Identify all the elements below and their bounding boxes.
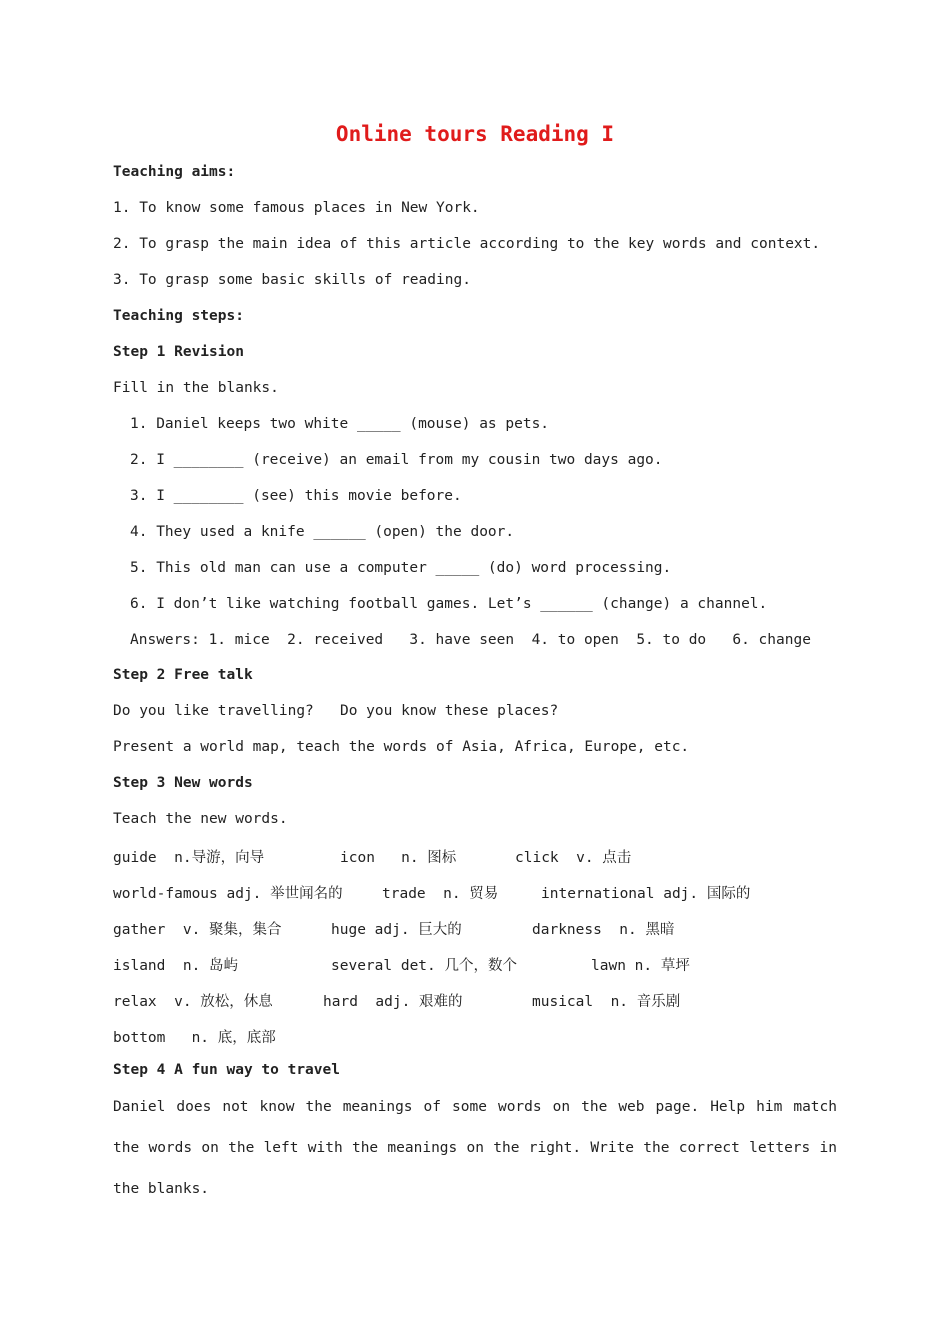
step4-paragraph: Daniel does not know the meanings of some words on the web page. Help him match the words on the left with the meanings on the right. Write the correct letters in the blanks. bbox=[113, 1099, 837, 1197]
step1-instruction: Fill in the blanks. bbox=[113, 380, 279, 396]
step2-line: Present a world map, teach the words of Asia, Africa, Europe, etc. bbox=[113, 739, 690, 755]
blank-item: 1. Daniel keeps two white _____ (mouse) as pets. bbox=[130, 416, 550, 432]
vocab-entry: darkness n. 黑暗 bbox=[532, 922, 675, 938]
blank-item: 3. I ________ (see) this movie before. bbox=[130, 488, 462, 504]
step2-heading: Step 2 Free talk bbox=[113, 667, 253, 683]
vocab-entry: gather v. 聚集，集合 bbox=[113, 922, 282, 938]
vocab-entry: relax v. 放松，休息 bbox=[113, 994, 273, 1010]
vocab-entry: bottom n. 底，底部 bbox=[113, 1030, 276, 1046]
aims-heading: Teaching aims: bbox=[113, 164, 236, 180]
vocab-entry: click v. 点击 bbox=[515, 850, 632, 866]
vocab-entry: trade n. 贸易 bbox=[382, 886, 499, 902]
step4-heading: Step 4 A fun way to travel bbox=[113, 1062, 340, 1078]
vocab-entry: world-famous adj. 举世闻名的 bbox=[113, 886, 343, 902]
vocab-entry: several det. 几个，数个 bbox=[331, 958, 517, 974]
vocab-entry: guide n.导游，向导 bbox=[113, 850, 265, 866]
answers-line: Answers: 1. mice 2. received 3. have seen 4. to open 5. to do 6. change bbox=[130, 632, 811, 648]
vocab-entry: international adj. 国际的 bbox=[541, 886, 751, 902]
step2-line: Do you like travelling? Do you know these places? bbox=[113, 703, 559, 719]
step1-heading: Step 1 Revision bbox=[113, 344, 244, 360]
blank-item: 4. They used a knife ______ (open) the door. bbox=[130, 524, 515, 540]
aim-item: 1. To know some famous places in New York. bbox=[113, 200, 480, 216]
step3-instruction: Teach the new words. bbox=[113, 811, 288, 827]
aim-item: 2. To grasp the main idea of this article according to the key words and context. bbox=[113, 236, 821, 252]
vocab-entry: lawn n. 草坪 bbox=[591, 958, 690, 974]
vocab-entry: island n. 岛屿 bbox=[113, 958, 239, 974]
step3-heading: Step 3 New words bbox=[113, 775, 253, 791]
aim-item: 3. To grasp some basic skills of reading. bbox=[113, 272, 471, 288]
vocab-entry: icon n. 图标 bbox=[340, 850, 457, 866]
blank-item: 6. I don’t like watching football games. Let’s ______ (change) a channel. bbox=[130, 596, 768, 612]
blank-item: 2. I ________ (receive) an email from my cousin two days ago. bbox=[130, 452, 663, 468]
vocab-entry: hard adj. 艰难的 bbox=[323, 994, 463, 1010]
page-title: Online tours Reading I bbox=[335, 122, 615, 146]
blank-item: 5. This old man can use a computer _____ (do) word processing. bbox=[130, 560, 672, 576]
vocab-entry: huge adj. 巨大的 bbox=[331, 922, 462, 938]
steps-heading: Teaching steps: bbox=[113, 308, 244, 324]
vocab-entry: musical n. 音乐剧 bbox=[532, 994, 681, 1010]
